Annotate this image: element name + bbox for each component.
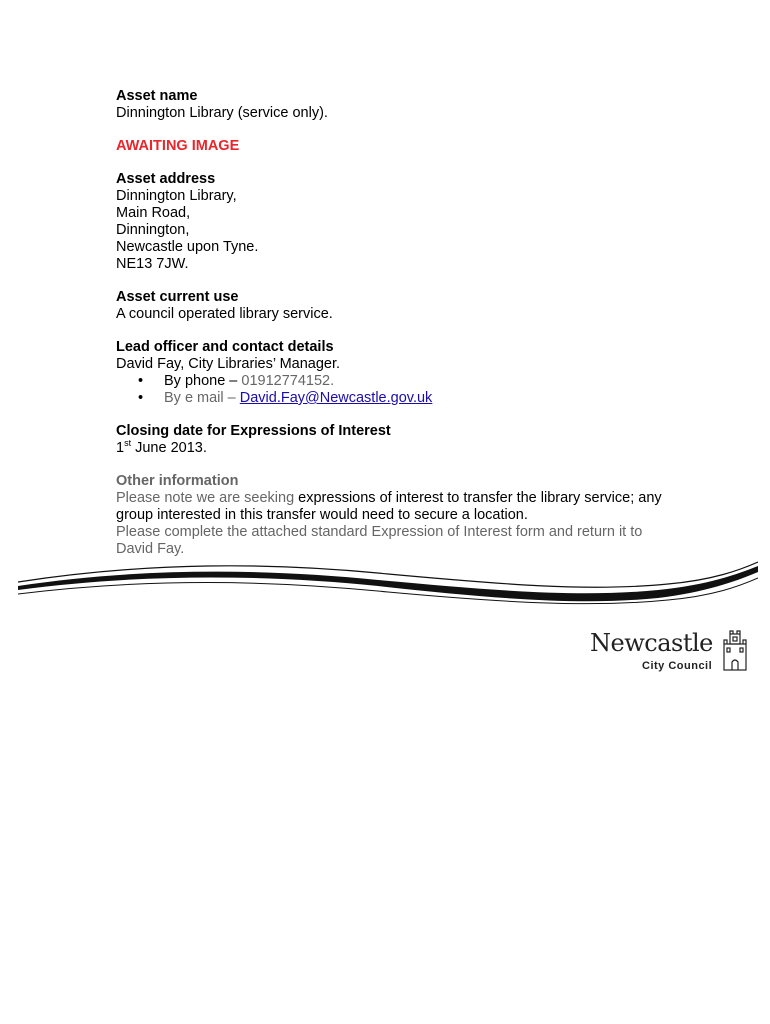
contact-phone-prefix: By phone – [164,373,242,389]
contact-phone-item [136,373,676,390]
address-line: NE13 7JW. [116,256,189,272]
other-information-label: Other information [116,473,239,489]
lead-officer-name: David Fay, City Libraries’ Manager. [116,356,341,372]
asset-address-label: Asset address [116,171,216,187]
bullet-icon: • [138,390,144,406]
contact-email-prefix: By e mail – [164,390,240,406]
address-line: Dinnington, [116,222,190,238]
address-line: Dinnington Library, [116,188,237,204]
other-information-text-2: Please complete the attached standard Expression of Interest form and return it to David Fay. [116,524,643,557]
castle-icon [722,630,748,672]
lead-officer-label: Lead officer and contact details [116,339,334,355]
closing-date-day: 1 [116,440,125,456]
asset-name-section [116,88,676,122]
contact-phone-number: 01912774152. [241,373,335,389]
awaiting-image-notice: AWAITING IMAGE [116,138,240,154]
closing-date-section [116,423,676,457]
asset-address-section [116,171,676,273]
bullet-icon: • [138,373,144,389]
address-line: Main Road, [116,205,191,221]
other-information-section [116,473,676,558]
closing-date-value [116,440,676,457]
document-body [116,88,676,574]
asset-current-use-section [116,289,676,323]
other-info-black-text: expressions of interest to transfer the library service; any group interested in this transfer would need to secure a location. [116,490,662,523]
contact-email-link[interactable]: David.Fay@Newcastle.gov.uk [239,390,433,406]
contact-email-item [136,390,676,407]
address-line: Newcastle upon Tyne. [116,239,259,255]
closing-date-suffix: st [124,438,132,449]
asset-name-label: Asset name [116,88,198,104]
closing-date-rest: June 2013. [131,440,207,456]
asset-current-use-label: Asset current use [116,289,239,305]
logo-name: Newcastle [590,629,713,657]
lead-officer-section [116,339,676,407]
contact-list [116,373,676,407]
wave-divider [18,560,758,608]
other-information-text-1 [116,490,676,524]
other-info-grey-lead: Please note we are seeking [116,490,299,506]
newcastle-city-council-logo [590,630,750,676]
wave-band [18,566,758,601]
asset-name-value: Dinnington Library (service only). [116,105,328,121]
logo-subtitle: City Council [642,660,713,672]
closing-date-label: Closing date for Expressions of Interest [116,423,391,439]
asset-current-use-value: A council operated library service. [116,306,333,322]
